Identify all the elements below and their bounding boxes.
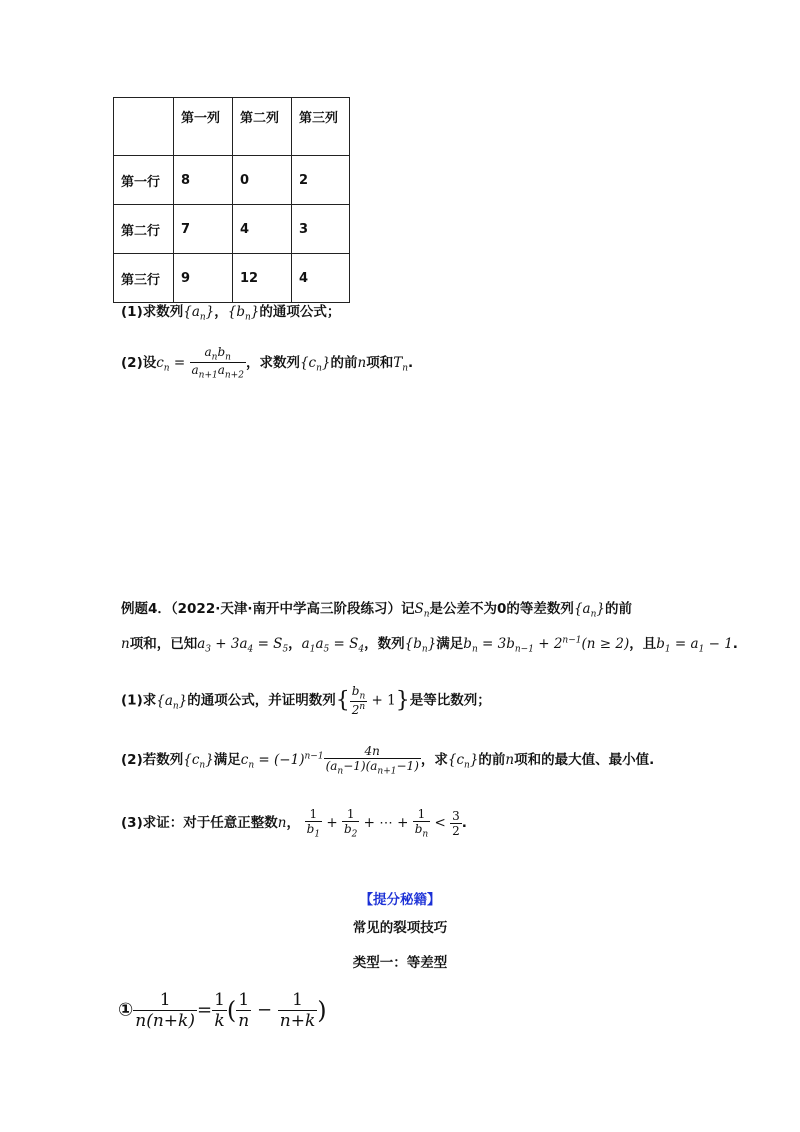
- question-1: [121, 300, 340, 323]
- p2d: 的前: [478, 752, 506, 769]
- math-set-c: $\{c_n\}$: [299, 354, 331, 374]
- math-set-b: $\{b_n\}$: [227, 304, 260, 323]
- example-t8: .: [732, 636, 738, 652]
- q2-tail1: 的前: [330, 354, 358, 371]
- table-cell: 第三行: [114, 254, 174, 303]
- data-table: [113, 97, 350, 303]
- p2c: ，求: [420, 752, 448, 769]
- math-n: n: [277, 815, 287, 832]
- table-header-cell: 第一列: [174, 98, 233, 156]
- formula-1: ① $\frac{1}{n(n+k)}$ = $\frac{1}{k}$ ( $\frac{1}{n}$ − $\frac{1}{n+k}$ ): [118, 990, 327, 1031]
- p1a: (1)求: [121, 692, 157, 709]
- p1b: 的通项公式，并证明数列: [187, 692, 336, 709]
- math-set-c: $\{c_n\}$: [183, 752, 214, 771]
- q2-end: .: [408, 354, 414, 371]
- math-n: n: [505, 752, 515, 769]
- table-row: [114, 254, 350, 303]
- table-cell: 4: [292, 254, 350, 303]
- p3b: ，: [286, 815, 300, 832]
- example-t5: ，数列: [364, 636, 405, 652]
- math-eq3: $b_n = 3b_{n-1} + 2^{n-1}(n \ge 2)$: [463, 635, 630, 655]
- tips-subtitle: 常见的裂项技巧: [352, 920, 448, 936]
- example-line-2: [121, 632, 738, 655]
- fraction-3-2: $\frac{3}{2}$: [452, 808, 460, 838]
- table-cell: 12: [233, 254, 292, 303]
- example-t6: 满足: [436, 636, 464, 652]
- item-marker: ①: [118, 999, 134, 1021]
- math-Sn: $S_n$: [414, 601, 430, 620]
- fraction-1-b2: $\frac{1}{b_2}$: [343, 807, 358, 840]
- math-set-c: $\{c_n\}$: [447, 752, 479, 771]
- tips-title: 【提分秘籍】: [359, 892, 441, 908]
- tips-type-1: 类型一：等差型: [352, 955, 448, 971]
- math-cn: $c_n$: [156, 354, 170, 374]
- example-t3: 项和，已知: [129, 636, 198, 652]
- math-set-a: $\{a_n\}$: [573, 601, 605, 620]
- math-set-b: $\{b_n\}$: [404, 636, 437, 655]
- fraction-4n: $\frac{4n}{(a_n-1)(a_{n+1}-1)}$: [325, 744, 419, 777]
- example-t7: ，且: [629, 636, 657, 652]
- fraction-1-nnk: $\frac{1}{n(n+k)}$: [135, 990, 195, 1031]
- table-row: [114, 156, 350, 205]
- question-2: (2)设$c_n$ = $\frac{a_nb_n}{a_{n+1}a_{n+2}}$ ，求数列$\{c_n\}$的前n项和$T_n$.: [121, 345, 414, 381]
- math-set-a: $\{a_n\}$: [156, 692, 188, 712]
- table-row: [114, 205, 350, 254]
- p3a: (3)求证：对于任意正整数: [121, 815, 278, 832]
- math-set-a: $\{a_n\}$: [183, 304, 215, 323]
- fraction-cn: $\frac{a_nb_n}{a_{n+1}a_{n+2}}$: [191, 345, 244, 381]
- table-cell: 7: [174, 205, 233, 254]
- example-part-3: (3)求证：对于任意正整数n， $\frac{1}{b_1}$ + $\frac{1}{b_2}$ + ⋯ + $\frac{1}{b_n}$ < $\frac{3}{2}$ .: [121, 807, 467, 840]
- example-t4: ，: [288, 636, 302, 652]
- table-cell: 8: [174, 156, 233, 205]
- example-part-2: [121, 744, 654, 776]
- p2b: 满足: [213, 752, 241, 769]
- table-header-row: [114, 98, 350, 156]
- fraction-1-nk: $\frac{1}{n+k}$: [279, 990, 316, 1031]
- q1-sep: ，: [214, 304, 228, 320]
- p1c: 是等比数列；: [409, 692, 491, 709]
- table-cell: 0: [233, 156, 292, 205]
- example-t1: 是公差不为0的等差数列: [429, 601, 574, 617]
- q1-label: (1)求数列: [121, 304, 184, 320]
- q1-tail: 的通项公式；: [259, 304, 341, 320]
- fraction-1-bn: $\frac{1}{b_n}$: [414, 807, 429, 840]
- table-cell: 4: [233, 205, 292, 254]
- table-header-cell: 第三列: [292, 98, 350, 156]
- fraction-1-b1: $\frac{1}{b_1}$: [306, 807, 321, 840]
- q2-mid: ，求数列: [245, 354, 300, 371]
- math-n: n: [357, 354, 367, 371]
- example-t2: 的前: [604, 601, 632, 617]
- math-eq1: $a_3 + 3a_4 = S_5$: [197, 636, 289, 655]
- table-cell: 第二行: [114, 205, 174, 254]
- table-cell: 9: [174, 254, 233, 303]
- fraction-1-n: $\frac{1}{n}$: [238, 990, 250, 1031]
- math-n: n: [121, 636, 130, 652]
- example-head: 例题4．（2022·天津·南开中学高三阶段练习）记: [121, 601, 415, 617]
- table-cell: 第一行: [114, 156, 174, 205]
- fraction-bn-2n: $\frac{b_n}{2^n}$: [351, 684, 366, 718]
- math-eq4: $b_1 = a_1 - 1$: [656, 636, 733, 655]
- fraction-1-k: $\frac{1}{k}$: [214, 990, 225, 1031]
- math-Tn: $T_n$: [393, 354, 409, 374]
- p2e: 项和的最大值、最小值.: [514, 752, 655, 769]
- table-cell: 2: [292, 156, 350, 205]
- table-header-cell: 第二列: [233, 98, 292, 156]
- p3c: .: [461, 815, 467, 832]
- math-cn-def: $c_n = (-1)^{n-1}$: [240, 751, 324, 771]
- q2-tail2: 项和: [366, 354, 394, 371]
- example-line-1: [121, 597, 632, 620]
- example-part-1: (1)求$\{a_n\}$的通项公式，并证明数列{ $\frac{b_n}{2^n}$ + 1}是等比数列；: [121, 684, 491, 718]
- q2-label: (2)设: [121, 354, 157, 371]
- table-header-cell: [114, 98, 174, 156]
- math-eq2: $a_1a_5 = S_4$: [301, 636, 365, 655]
- p2a: (2)若数列: [121, 752, 184, 769]
- table-cell: 3: [292, 205, 350, 254]
